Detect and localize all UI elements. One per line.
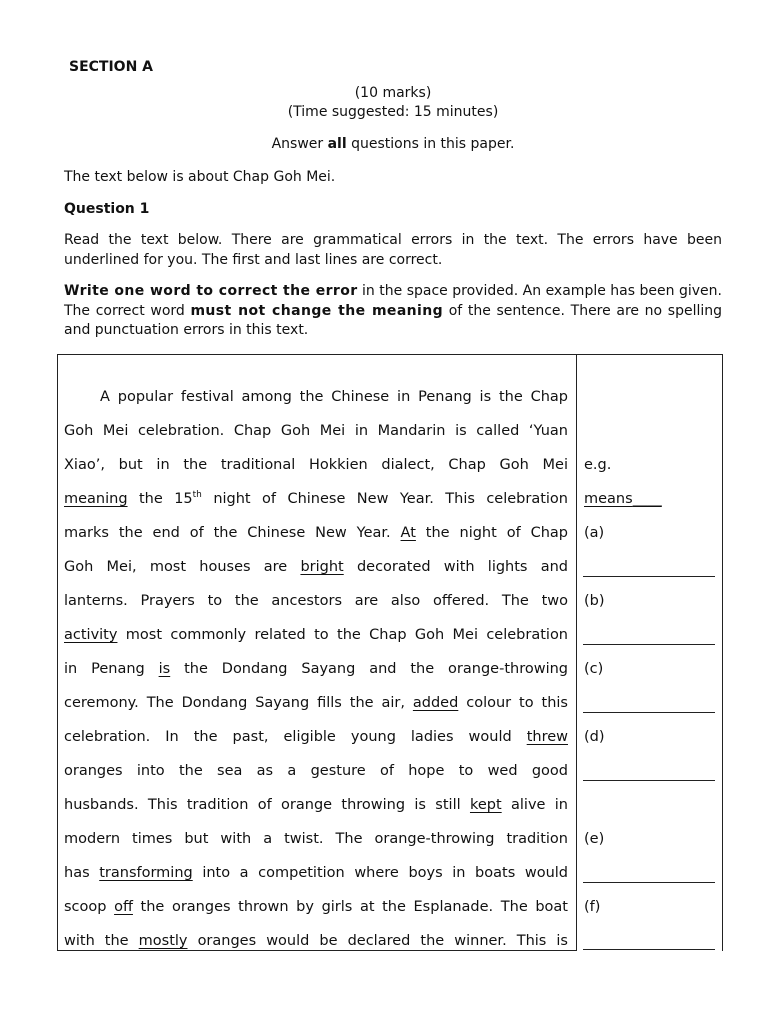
answer-bold: all [327, 136, 347, 152]
line-9-text-b: the Dondang Sayang and the orange-throwing [170, 661, 568, 677]
marks-text: (10 marks) [354, 85, 432, 101]
line-15-text-b: into a competition where boys in boats would [192, 865, 568, 881]
instr-end: of the sentence. There are no spelling and punctuation errors in this text. [64, 302, 723, 338]
answer-blank-e[interactable] [583, 882, 715, 883]
instructions-paragraph: Read the text below. There are grammatical errors in the text. The errors have been underlined for you. The first and last lines are correct. [64, 232, 722, 268]
answer-label-a: (a) [584, 525, 605, 541]
line-9-text-a: in Penang [64, 661, 159, 677]
passage-line-8 [64, 618, 568, 652]
error-meaning: meaning [64, 491, 128, 507]
passage-line-13 [64, 788, 568, 822]
line-16-text-a: scoop [64, 899, 115, 915]
answer-label-b: (b) [584, 593, 605, 609]
line-17-text-b: oranges would be declared the winner. This is [187, 933, 568, 949]
answer-label-e: (e) [584, 831, 605, 847]
error-activity: activity [64, 627, 118, 643]
passage-line-3: Xiao’, but in the traditional Hokkien dialect, Chap Goh Mei [64, 457, 568, 473]
error-transforming: transforming [99, 865, 193, 881]
error-threw: threw [526, 729, 568, 745]
line-4-text-a: the 15 [127, 491, 193, 507]
answer-pre: Answer [271, 136, 328, 152]
instr-mid: in the space provided. An example has been given. The correct word [64, 283, 722, 319]
line-5-text-b: the night of Chap [415, 525, 568, 541]
answer-blank-d[interactable] [583, 780, 715, 781]
line-10-text-a: ceremony. The Dondang Sayang fills the air, [64, 695, 413, 711]
ordinal-suffix: th [192, 490, 202, 501]
line-10-text-b: colour to this [458, 695, 568, 711]
example-answer-tail: ____ [632, 491, 662, 507]
error-bright: bright [300, 559, 344, 575]
passage-line-1: A popular festival among the Chinese in Penang is the Chap [100, 389, 568, 405]
answer-blank-c[interactable] [583, 712, 715, 713]
instr-bold-2: must not change the meaning [190, 302, 444, 319]
answer-blank-f[interactable] [583, 949, 715, 950]
passage-line-12: oranges into the sea as a gesture of hope to wed good [64, 763, 568, 779]
line-8-text-b: most commonly related to the Chap Goh Mei celebration [117, 627, 568, 643]
passage-line-16 [64, 890, 568, 924]
passage-line-5 [64, 516, 568, 550]
line-4-text-b: night of Chinese New Year. This celebration [201, 491, 568, 507]
error-mostly: mostly [138, 933, 188, 949]
line-13-text-b: alive in [501, 797, 568, 813]
section-title: SECTION A [69, 59, 154, 75]
passage-line-14: modern times but with a twist. The orange-throwing tradition [64, 831, 568, 847]
error-at: At [400, 525, 416, 541]
passage-line-11 [64, 720, 568, 754]
error-off: off [114, 899, 133, 915]
line-13-text-a: husbands. This tradition of orange throwing is still [64, 797, 470, 813]
answer-all-instruction [0, 136, 768, 152]
line-16-text-b: the oranges thrown by girls at the Esplanade. The boat [132, 899, 568, 915]
answer-label-c: (c) [584, 661, 604, 677]
column-divider [576, 354, 577, 951]
instr-bold-1: Write one word to correct the error [64, 283, 358, 299]
example-answer [584, 482, 662, 516]
error-kept: kept [469, 797, 502, 813]
passage-line-15 [64, 856, 568, 890]
question-heading: Question 1 [64, 201, 150, 217]
passage-line-17 [64, 924, 568, 958]
error-is: is [158, 661, 171, 677]
answer-label-d: (d) [584, 729, 605, 745]
passage-line-4 [64, 482, 568, 516]
intro-text: The text below is about Chap Goh Mei. [64, 169, 336, 185]
line-5-text-a: marks the end of the Chinese New Year. [64, 525, 401, 541]
answer-blank-b[interactable] [583, 644, 715, 645]
line-11-text-a: celebration. In the past, eligible young ladies would [64, 729, 527, 745]
line-6-text-a: Goh Mei, most houses are [64, 559, 301, 575]
correction-instructions [64, 282, 722, 341]
passage-line-9 [64, 652, 568, 686]
time-suggested-text: (Time suggested: 15 minutes) [287, 104, 499, 120]
error-added: added [412, 695, 459, 711]
example-label: e.g. [584, 457, 612, 473]
passage-line-10 [64, 686, 568, 720]
answer-post: questions in this paper. [346, 136, 515, 152]
passage-line-6 [64, 550, 568, 584]
passage-line-2: Goh Mei celebration. Chap Goh Mei in Mandarin is called ‘Yuan [64, 423, 568, 439]
answer-label-f: (f) [584, 899, 601, 915]
line-6-text-b: decorated with lights and [343, 559, 568, 575]
example-answer-word: means [584, 491, 633, 507]
passage-line-7: lanterns. Prayers to the ancestors are also offered. The two [64, 593, 568, 609]
line-17-text-a: with the [64, 933, 139, 949]
line-15-text-a: has [64, 865, 100, 881]
answer-blank-a[interactable] [583, 576, 715, 577]
